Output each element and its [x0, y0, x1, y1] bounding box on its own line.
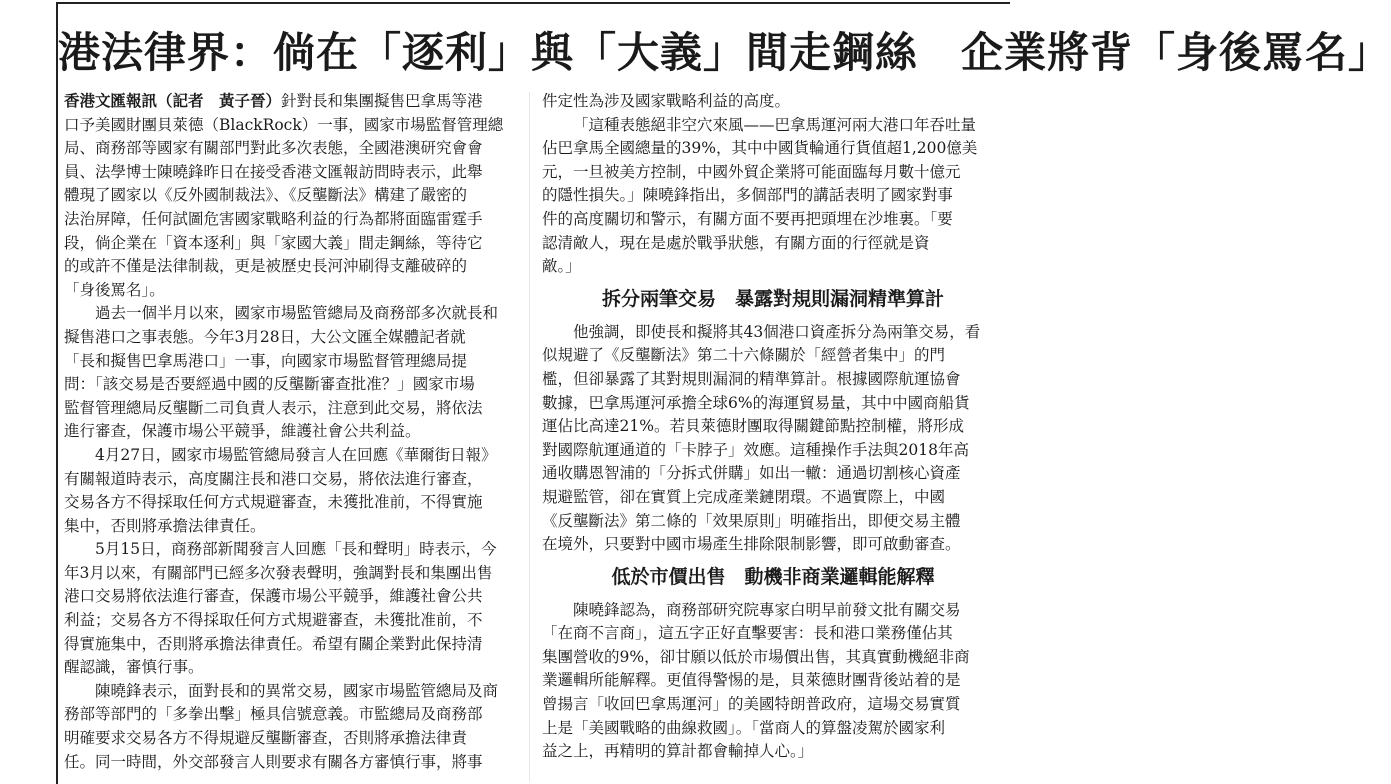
article-line: [64, 302, 519, 326]
line-text: 「長和擬售巴拿馬港口」一事，向國家市場監督管理總局提: [64, 351, 468, 370]
article-line: 敵。」: [542, 257, 581, 276]
subheading-below-market: 低於市價出售 動機非商業邏輯能解釋: [611, 565, 935, 588]
article-line: [64, 680, 519, 704]
line-text: 有關報道時表示，高度關注長和港口交易，將依法進行審查，: [64, 469, 483, 488]
article-line: [64, 137, 519, 161]
line-text: 交易各方不得採取任何方式規避審查，未獲批准前，不得實施: [64, 493, 483, 512]
article-line: [64, 114, 519, 138]
line-text: 港口交易將依法進行審查，保護市場公平競爭，維護社會公共: [64, 587, 483, 606]
line-text: 明確要求交易各方不得規避反壟斷審查，否則將承擔法律責: [64, 729, 468, 748]
article-line: [64, 161, 519, 185]
article-line: 他強調，即使長和擬將其43個港口資產拆分為兩筆交易，看: [573, 322, 981, 341]
article-line: 陳曉鋒認為，商務部研究院專家白明早前發文批有關交易: [573, 600, 961, 619]
line-text: 擬售港口之事表態。今年3月28日，大公文匯全媒體記者就: [64, 327, 466, 346]
article-line: [64, 184, 519, 208]
article-line: [64, 232, 519, 256]
article-line: 通收購恩智浦的「分拆式併購」如出一轍：通過切割核心資產: [542, 464, 961, 483]
article-line: [64, 633, 519, 657]
line-text: 務部等部門的「多拳出擊」極具信號意義。市監總局及商務部: [64, 705, 483, 724]
line-text: 監督管理總局反壟斷二司負責人表示，注意到此交易，將依法: [64, 398, 483, 417]
line-text: 過去一個半月以來，國家市場監管總局及商務部多次就長和: [95, 304, 499, 323]
article-line: 似規避了《反壟斷法》第二十六條關於「經營者集中」的門: [542, 346, 946, 365]
article-line: [64, 609, 519, 633]
article-line: [64, 420, 519, 444]
article-line: [64, 585, 519, 609]
article-line: [64, 326, 519, 350]
article-line: [64, 562, 519, 586]
article-line: 對國際航運通道的「卡脖子」效應。這種操作手法與2018年高: [542, 440, 969, 459]
line-text: 局、商務部等國家有關部門對此多次表態，全國港澳研究會會: [64, 139, 483, 158]
line-text: 得實施集中，否則將承擔法律責任。希望有關企業對此保持清: [64, 634, 483, 653]
article-line: [64, 538, 519, 562]
article-line: [64, 397, 519, 421]
column-divider: [529, 92, 530, 782]
subheading-split-deals: 拆分兩筆交易 暴露對規則漏洞精準算計: [601, 287, 944, 310]
top-rule: [56, 2, 1010, 4]
article-line: [64, 350, 519, 374]
article-line: [64, 373, 519, 397]
article-line: 上是「美國戰略的曲線救國」。「當商人的算盤凌駕於國家利: [542, 718, 946, 737]
left-rule: [56, 2, 58, 784]
line-text: 口予美國財團貝萊德（BlackRock）一事，國家市場監督管理總: [64, 115, 504, 134]
article-line: 數據，巴拿馬運河承擔全球6%的海運貿易量，其中中國商船貨: [542, 393, 970, 412]
article-line: 集團營收的9%，卻甘願以低於市場價出售，其真實動機絕非商: [542, 647, 970, 666]
article-line: 認清敵人，現在是處於戰爭狀態，有關方面的行徑就是資: [542, 233, 930, 252]
article-line: [64, 90, 519, 114]
article-line: 的隱性損失。」陳曉鋒指出，多個部門的講話表明了國家對事: [542, 186, 953, 205]
line-text: 醒認識，審慎行事。: [64, 658, 204, 677]
line-text: 年3月以來，有關部門已經多次發表聲明，強調對長和集團出售: [64, 563, 493, 582]
article-line: 佔巴拿馬全國總量的39%，其中中國貨輪通行貨值超1,200億美: [542, 139, 978, 158]
article-line: 《反壟斷法》第二條的「效果原則」明確指出，即便交易主體: [542, 511, 961, 530]
byline: 香港文匯報訊（記者 黃子晉）: [64, 92, 282, 110]
headline: 港法律界：倘在「逐利」與「大義」間走鋼絲 企業將背「身後罵名」: [58, 28, 1391, 77]
line-text: 問：「該交易是否要經過中國的反壟斷審查批准？」國家市場: [64, 375, 475, 394]
article-line: [64, 444, 519, 468]
line-text: 5月15日，商務部新聞發言人回應「長和聲明」時表示，今: [95, 540, 497, 559]
article-line: [64, 727, 519, 751]
article-line: [64, 751, 519, 775]
line-text: 員、法學博士陳曉鋒昨日在接受香港文匯報訪問時表示，此舉: [64, 162, 483, 181]
line-text: 「身後罵名」。: [64, 280, 165, 299]
article-line: [64, 208, 519, 232]
article-line: [64, 515, 519, 539]
line-text: 法治屏障，任何試圖危害國家戰略利益的行為都將面臨雷霆手: [64, 209, 483, 228]
article-line: 規避監管，卻在實質上完成產業鏈閉環。不過實際上，中國: [542, 487, 946, 506]
article-line: 「這種表態絕非空穴來風——巴拿馬運河兩大港口年吞吐量: [573, 115, 977, 134]
line-text: 體現了國家以《反外國制裁法》、《反壟斷法》構建了嚴密的: [64, 186, 468, 205]
article-line: 檻，但卻暴露了其對規則漏洞的精準算計。根據國際航運協會: [542, 369, 961, 388]
article-line: 件定性為涉及國家戰略利益的高度。: [542, 92, 791, 110]
article-line: 業邏輯所能解釋。更值得警惕的是，貝萊德財團背後站着的是: [542, 671, 961, 690]
article-line: 件的高度關切和警示，有關方面不要再把頭埋在沙堆裏。「要: [542, 209, 953, 228]
line-text: 任。同一時間，外交部發言人則要求有關各方審慎行事，將事: [64, 752, 483, 771]
article-line: 元，一旦被美方控制，中國外貿企業將可能面臨每月數十億元: [542, 162, 961, 181]
right-column: [542, 90, 1004, 764]
article-line: 曾揚言「收回巴拿馬運河」的美國特朗普政府，這場交易實質: [542, 695, 961, 714]
line-text: 集中，否則將承擔法律責任。: [64, 516, 266, 535]
article-line: [64, 255, 519, 279]
article-line: 「在商不言商」，這五字正好直擊要害：長和港口業務僅佔其: [542, 624, 953, 643]
line-text: 進行審查，保護市場公平競爭，維護社會公共利益。: [64, 422, 421, 441]
article-line: 運佔比高達21%。若貝萊德財團取得關鍵節點控制權，將形成: [542, 417, 964, 436]
line-text: 針對長和集團擬售巴拿馬等港: [281, 92, 483, 110]
article-line: [64, 279, 519, 303]
article-line: 益之上，再精明的算計都會輸掉人心。」: [542, 742, 814, 761]
article-line: [64, 656, 519, 680]
line-text: 的或許不僅是法律制裁，更是被歷史長河沖刷得支離破碎的: [64, 257, 468, 276]
line-text: 4月27日，國家市場監管總局發言人在回應《華爾街日報》: [95, 445, 497, 464]
article-line: 在境外，只要對中國市場產生排除限制影響，即可啟動審查。: [542, 535, 961, 554]
line-text: 利益；交易各方不得採取任何方式規避審查，未獲批准前，不: [64, 611, 483, 630]
article-line: [64, 468, 519, 492]
left-column: [64, 90, 519, 774]
line-text: 陳曉鋒表示，面對長和的異常交易，國家市場監管總局及商: [95, 681, 499, 700]
article-line: [64, 491, 519, 515]
article-line: [64, 703, 519, 727]
line-text: 段，倘企業在「資本逐利」與「家國大義」間走鋼絲，等待它: [64, 233, 483, 252]
